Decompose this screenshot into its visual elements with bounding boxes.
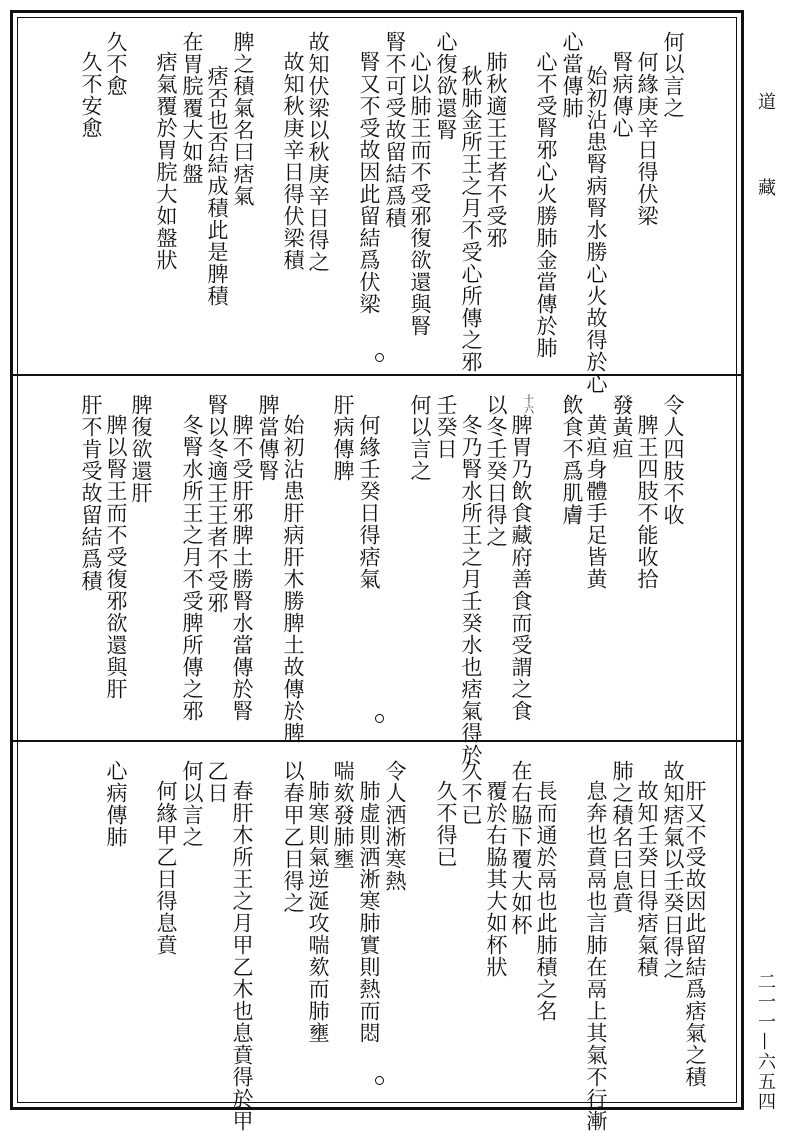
panel-divider-2 [13,740,741,742]
text-column: 何以言之 [408,394,432,482]
text-column: 在胃脘覆大如盤 [180,31,204,185]
text-panel-2 [13,380,741,766]
text-column: 肝又不受故因此留結爲痞氣之積 [683,780,707,1088]
text-column: 痞否也否結成積此是脾積 [205,65,229,307]
text-column: 心不受腎邪心火勝肺金當傳於肺 [534,51,558,359]
text-column: 令人四肢不收 [661,394,685,526]
text-panel-1 [13,17,741,395]
circle-marker [375,714,384,723]
text-column: 息奔也賁鬲也言肺在鬲上其氣不行漸 [584,780,608,1132]
text-column: 十六脾胃乃飲食藏府善食而受謂之食 [509,394,533,722]
text-column: 何緣壬癸日得痞氣 [357,414,381,590]
text-column: 故知壬癸日得痞氣積 [635,780,659,978]
text-column: 冬腎水所王之月不受脾所傳之邪 [180,414,204,722]
margin-label-dao: 道 [755,92,776,112]
text-column: 心病傳肺 [104,760,128,848]
text-column: 以冬壬癸日得之 [484,394,508,548]
text-column: 脾當傳腎 [256,394,280,482]
text-column: 令人洒淅寒熱 [383,760,407,892]
text-column: 肺之積名曰息賁 [610,760,634,914]
text-column: 脾以腎王而不受復邪欲還與肝 [104,414,128,700]
text-column: 春肝木所王之月甲乙木也息賁得於甲 [230,780,254,1132]
text-column: 何緣甲乙日得息賁 [154,780,178,956]
text-column: 何緣庚辛日得伏梁 [635,51,659,227]
text-column: 飲食不爲肌膚 [560,394,584,526]
margin-label-zang: 藏 [755,178,776,198]
text-column: 肝病傳脾 [331,394,355,482]
text-column: 肺寒則氣逆涎攻喘欬而肺壅 [306,780,330,1044]
text-column: 何以言之 [661,31,685,119]
page-number: 二一一—六五四 [755,972,776,1112]
text-column: 肺虚則洒淅寒肺實則熱而悶 [357,780,381,1044]
circle-marker [375,1076,384,1085]
text-column: 脾之積氣名曰痞氣 [231,31,255,207]
text-column: 久不已 [459,760,483,826]
text-column: 腎病傳心 [610,51,634,139]
text-panel-3 [13,746,741,1132]
text-column: 痞氣覆於胃脘大如盤狀 [154,51,178,271]
text-column: 發黃疸 [610,394,634,460]
text-column: 肝不肯受故留結爲積 [79,394,103,592]
text-column: 心復欲還腎 [434,31,458,141]
text-column: 久不愈 [104,31,128,97]
text-column: 久不得已 [434,780,458,868]
text-column: 何以言之 [180,760,204,848]
text-column: 心當傳肺 [560,31,584,119]
text-column: 腎不可受故留結爲積 [383,31,407,229]
text-column: 壬癸日 [434,394,458,460]
text-column: 以春甲乙日得之 [281,760,305,914]
text-column: 肺秋適王王者不受邪 [484,51,508,249]
text-column: 腎以冬適王王者不受邪 [205,394,229,614]
text-column: 始初沾患肝病肝木勝脾土故傳於脾 [281,414,305,744]
text-column: 在右脇下覆大如杯 [509,760,533,936]
text-column: 秋肺金所王之月不受心所傳之邪 [459,65,483,373]
text-column: 腎又不受故因此留結爲伏梁 [357,51,381,315]
page-frame [10,10,744,1132]
panel-divider-1 [13,374,741,376]
text-column: 乙日 [205,760,229,804]
text-column: 故知秋庚辛日得伏梁積 [281,51,305,271]
text-column: 久不安愈 [79,51,103,139]
text-column: 脾復欲還肝 [129,394,153,504]
text-column: 脾王四肢不能收拾 [635,414,659,590]
text-column: 故知伏梁以秋庚辛日得之 [306,31,330,273]
text-column: 長而通於鬲也此肺積之名 [534,780,558,1022]
text-column: 始初沾患腎病腎水勝心火故得於心 [584,65,608,395]
text-column: 心以肺王而不受邪復欲還與腎 [408,51,432,337]
text-column: 脾不受肝邪脾土勝腎水當傳於腎 [230,414,254,722]
text-column: 覆於右脇其大如杯狀 [484,780,508,978]
text-column: 喘欬發肺壅 [331,760,355,870]
text-column: 黄疸身體手足皆黄 [584,414,608,590]
text-column: 故知痞氣以壬癸日得之 [661,760,685,980]
circle-marker [375,353,384,362]
text-column: 冬乃腎水所王之月壬癸水也痞氣得於 [459,414,483,766]
page-note: 十六 [521,394,533,414]
